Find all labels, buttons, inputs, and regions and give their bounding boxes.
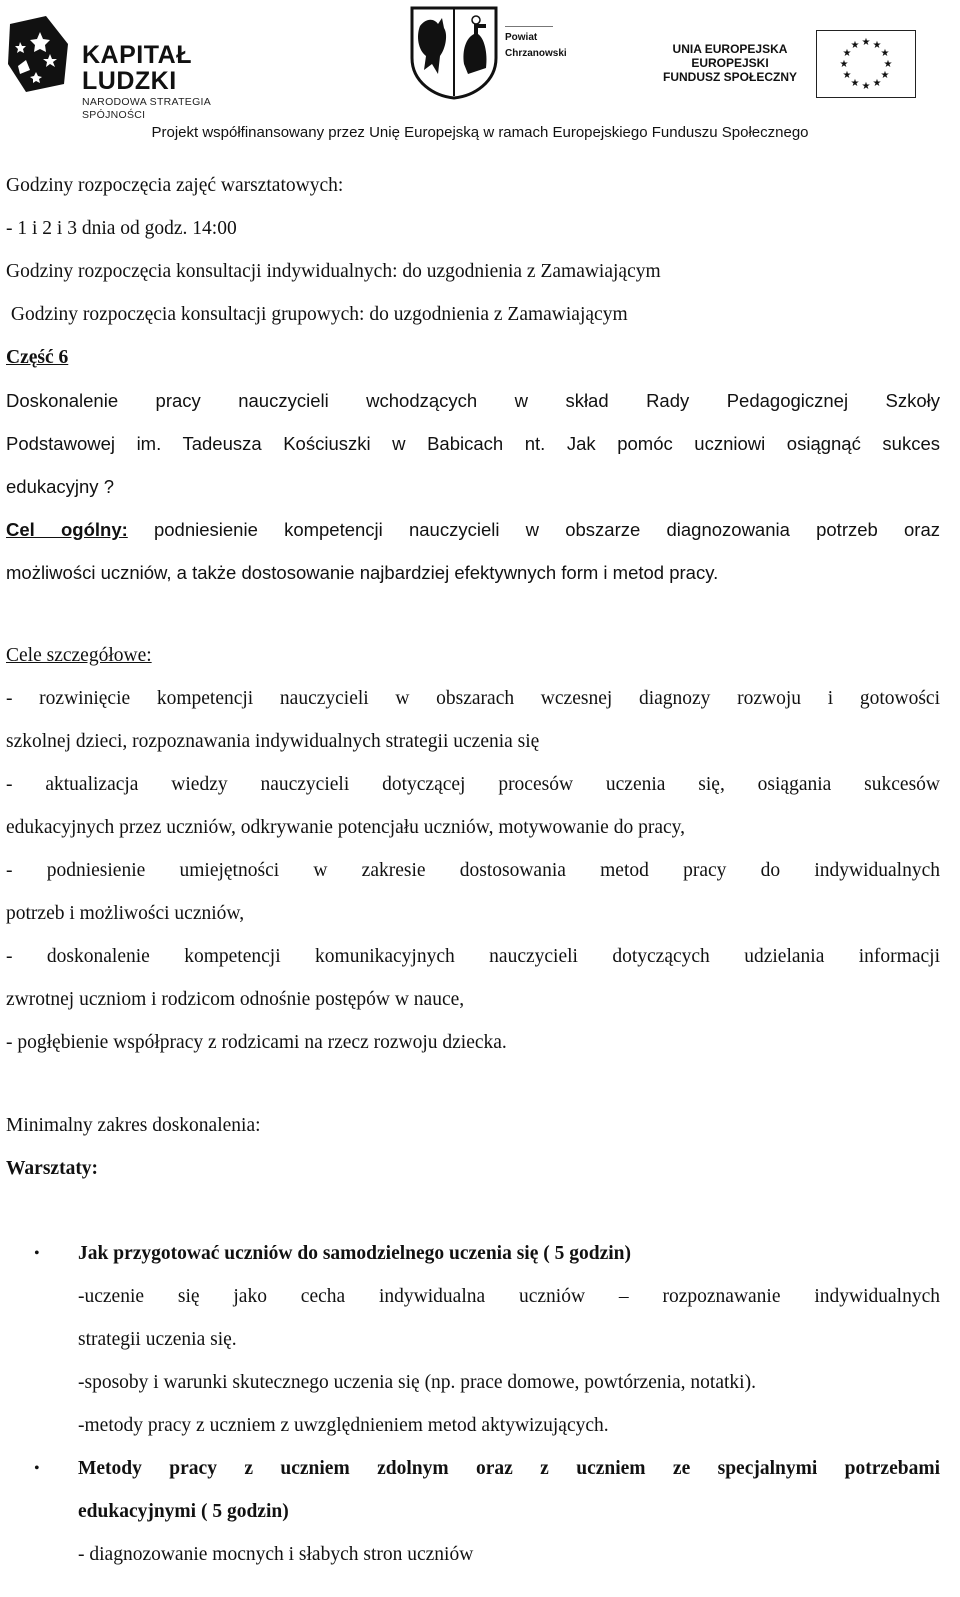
part-heading: Część 6 — [6, 347, 69, 368]
project-cofinancing-line: Projekt współfinansowany przez Unię Europejską w ramach Europejskiego Funduszu Społecznego — [151, 124, 809, 141]
workshops-heading: Warsztaty: — [6, 1158, 99, 1179]
ue-line1: UNIA EUROPEJSKA — [672, 42, 788, 56]
eu-flag-icon — [816, 30, 916, 98]
detail-goal-3b: potrzeb i możliwości uczniów, — [6, 903, 245, 924]
svg-text:★: ★ — [872, 78, 882, 89]
kl-subtitle: NARODOWA STRATEGIA SPÓJNOŚCI — [82, 96, 211, 121]
ue-line2: EUROPEJSKI — [691, 56, 769, 70]
star-swirl-icon — [6, 14, 74, 94]
svg-text:★: ★ — [880, 48, 890, 59]
svg-text:★: ★ — [842, 70, 852, 81]
detail-goal-3a: - podniesienie umiejętności w zakresie dostosowania metod pracy do indywidualnych — [6, 860, 940, 881]
powiat-line1: Powiat — [505, 32, 538, 43]
spacer — [6, 1190, 940, 1232]
svg-text:★: ★ — [861, 81, 871, 92]
list-item — [6, 1232, 940, 1447]
svg-text:★: ★ — [872, 40, 882, 51]
detail-goal-4b: zwrotnej uczniom i rodzicom odnośnie postępów w nauce, — [6, 989, 465, 1010]
document-body — [6, 164, 940, 1576]
bullet-icon: • — [34, 1460, 40, 1477]
ue-line3: FUNDUSZ SPOŁECZNY — [662, 70, 797, 84]
topic-line-2: Podstawowej im. Tadeusza Kościuszki w Babicach nt. Jak pomóc uczniowi osiągnąć sukces — [6, 433, 940, 454]
goal-line-2: możliwości uczniów, a także dostosowanie najbardziej efektywnych form i metod pracy. — [6, 562, 719, 583]
kl-title: KAPITAŁ LUDZKI — [82, 41, 192, 95]
page-header — [0, 0, 960, 150]
goal-label: Cel ogólny: — [6, 519, 128, 540]
workshop-hours-heading: Godziny rozpoczęcia zajęć warsztatowych: — [6, 175, 344, 196]
workshop-2-line-1: - diagnozowanie mocnych i słabych stron uczniów — [78, 1544, 474, 1565]
kapital-ludzki-logo — [6, 14, 276, 121]
spacer — [6, 594, 940, 634]
bullet-icon: • — [34, 1245, 40, 1262]
topic-line-1: Doskonalenie pracy nauczycieli wchodzących w skład Rady Pedagogicznej Szkoły — [6, 390, 940, 411]
divider — [505, 26, 553, 27]
detail-goal-2b: edukacyjnych przez uczniów, odkrywanie potencjału uczniów, motywowanie do pracy, — [6, 817, 685, 838]
svg-text:★: ★ — [880, 70, 890, 81]
min-scope-heading: Minimalny zakres doskonalenia: — [6, 1115, 261, 1136]
goal-line-1 — [6, 508, 940, 551]
topic-line-3: edukacyjny ? — [6, 476, 114, 497]
svg-text:★: ★ — [842, 48, 852, 59]
detail-goal-1b: szkolnej dzieci, rozpoznawania indywidualnych strategii uczenia się — [6, 731, 540, 752]
goal-text-1: podniesienie kompetencji nauczycieli w obszarze diagnozowania potrzeb oraz — [127, 519, 940, 540]
workshop-1-line-1: -uczenie się jako cecha indywidualna uczniów – rozpoznawanie indywidualnych — [78, 1286, 940, 1307]
workshop-days-line: - 1 i 2 i 3 dnia od godz. 14:00 — [6, 218, 237, 239]
spacer — [6, 1064, 940, 1104]
powiat-label — [505, 30, 567, 62]
powiat-line2: Chrzanowski — [505, 48, 567, 59]
detail-goal-2a: - aktualizacja wiedzy nauczycieli dotyczącej procesów uczenia się, osiągania sukcesów — [6, 774, 940, 795]
workshop-1-line-4: -metody pracy z uczniem z uwzględnieniem metod aktywizujących. — [78, 1415, 609, 1436]
detailed-goals-heading: Cele szczegółowe: — [6, 645, 152, 666]
svg-text:★: ★ — [883, 59, 893, 70]
workshop-2-title-1: Metody pracy z uczniem zdolnym oraz z uczniem ze specjalnymi potrzebami — [78, 1458, 940, 1479]
detail-goal-5: - pogłębienie współpracy z rodzicami na rzecz rozwoju dziecka. — [6, 1032, 507, 1053]
ue-label — [660, 42, 800, 84]
svg-text:★: ★ — [850, 78, 860, 89]
svg-text:★: ★ — [850, 40, 860, 51]
svg-text:★: ★ — [861, 37, 871, 48]
coat-of-arms-icon — [408, 4, 500, 100]
svg-text:★: ★ — [839, 59, 849, 70]
detail-goal-1a: - rozwinięcie kompetencji nauczycieli w obszarach wczesnej diagnozy rozwoju i gotowości — [6, 688, 940, 709]
detail-goal-4a: - doskonalenie kompetencji komunikacyjnych nauczycieli dotyczących udzielania informacji — [6, 946, 940, 967]
workshop-1-line-3: -sposoby i warunki skutecznego uczenia się (np. prace domowe, powtórzenia, notatki). — [78, 1372, 756, 1393]
workshop-1-title: Jak przygotować uczniów do samodzielnego uczenia się ( 5 godzin) — [78, 1243, 632, 1264]
list-item — [6, 1447, 940, 1576]
individual-consult-line: Godziny rozpoczęcia konsultacji indywidualnych: do uzgodnienia z Zamawiającym — [6, 261, 661, 282]
group-consult-line: Godziny rozpoczęcia konsultacji grupowych: do uzgodnienia z Zamawiającym — [6, 304, 628, 325]
workshop-2-title-2: edukacyjnymi ( 5 godzin) — [78, 1501, 289, 1522]
workshop-1-line-2: strategii uczenia się. — [78, 1329, 237, 1350]
